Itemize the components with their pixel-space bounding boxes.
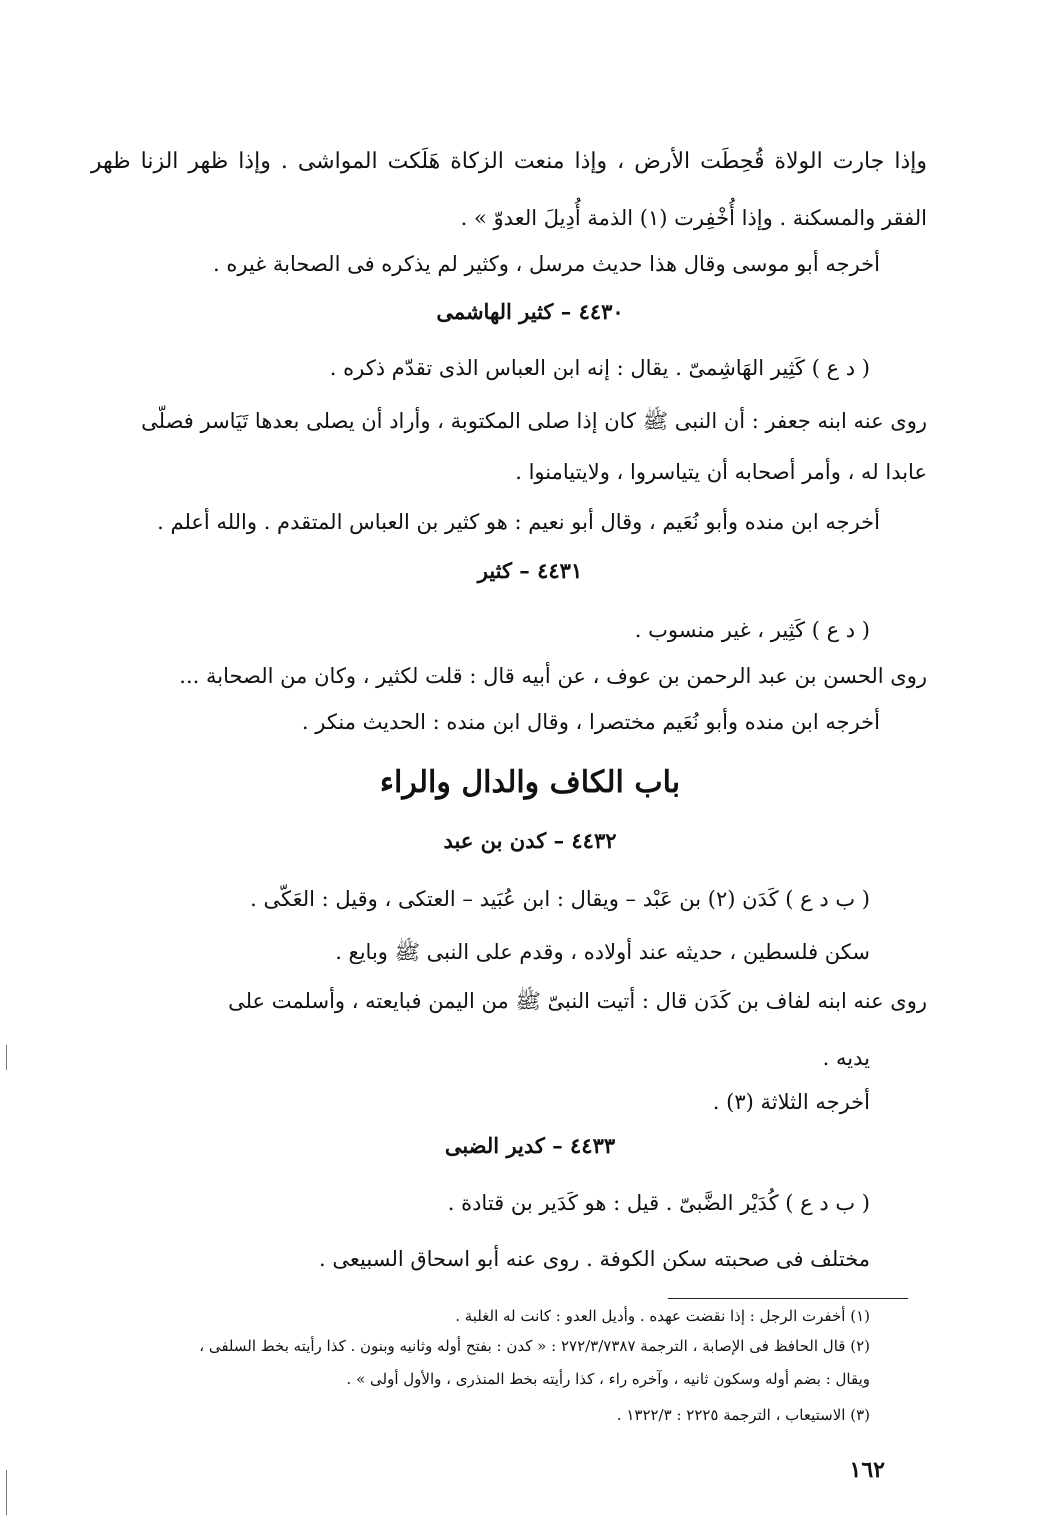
entry-heading-4430: ٤٤٣٠ – كثير الهاشمى: [436, 299, 624, 324]
text-line: أخرجه الثلاثة (٣) .: [712, 1090, 870, 1114]
text-line: يديه .: [822, 1046, 870, 1070]
scan-edge-line: [6, 1470, 7, 1515]
text-line: سكن فلسطين ، حديثه عند أولاده ، وقدم على النبى ﷺ وبايع .: [335, 940, 870, 964]
text-line: وإذا جارت الولاة قُحِطَت الأرض ، وإذا منعت الزكاة هَلَكت المواشى . وإذا ظهر الزنا ظهر: [90, 149, 927, 174]
entry-heading-4432: ٤٤٣٢ – كدن بن عبد: [443, 828, 617, 853]
chapter-title: باب الكاف والدال والراء: [379, 765, 681, 800]
entry-heading-4433: ٤٤٣٣ – كدير الضبى: [444, 1133, 616, 1158]
text-line: مختلف فى صحبته سكن الكوفة . روى عنه أبو اسحاق السبيعى .: [319, 1247, 870, 1271]
text-line: أخرجه ابن منده وأبو نُعَيم مختصرا ، وقال ابن منده : الحديث منكر .: [301, 710, 880, 734]
text-line: روى عنه ابنه لفاف بن كَدَن قال : أتيت النبىّ ﷺ من اليمن فبايعته ، وأسلمت على: [228, 989, 927, 1013]
footnote: ويقال : بضم أوله وسكون ثانيه ، وآخره راء ، كذا رأيته بخط المنذرى ، والأول أولى » .: [346, 1370, 870, 1388]
text-line: ( د ع ) كَثِير ، غير منسوب .: [634, 618, 870, 642]
footnote-separator: [668, 1298, 908, 1299]
text-line: أخرجه ابن منده وأبو نُعَيم ، وقال أبو نعيم : هو كثير بن العباس المتقدم . والله أعلم .: [157, 510, 880, 534]
footnote: (٣) الاستيعاب ، الترجمة ٢٢٢٥ : ١٣٢٢/٣ .: [616, 1406, 870, 1424]
text-line: أخرجه أبو موسى وقال هذا حديث مرسل ، وكثير لم يذكره فى الصحابة غيره .: [212, 252, 880, 276]
text-line: ( د ع ) كَثِير الهَاشِمىّ . يقال : إنه ابن العباس الذى تقدّم ذكره .: [329, 356, 870, 380]
entry-heading-4431: ٤٤٣١ – كثير: [477, 558, 583, 583]
text-line: الفقر والمسكنة . وإذا أُخْفِرت (١) الذمة أُدِيلَ العدوّ » .: [460, 206, 927, 230]
scan-edge-line: [6, 1045, 7, 1070]
text-line: روى الحسن بن عبد الرحمن بن عوف ، عن أبيه قال : قلت لكثير ، وكان من الصحابة ...: [179, 664, 927, 688]
text-line: ( ب د ع ) كُدَيْر الضَّبىّ . قيل : هو كَدَير بن قتادة .: [447, 1191, 870, 1215]
page-number: ١٦٢: [849, 1457, 885, 1483]
text-line: عابدا له ، وأمر أصحابه أن يتياسروا ، ولايتيامنوا .: [515, 460, 927, 484]
text-line: روى عنه ابنه جعفر : أن النبى ﷺ كان إذا صلى المكتوبة ، وأراد أن يصلى بعدها تَيَاسر فصلّى: [141, 409, 927, 433]
footnote: (١) أخفرت الرجل : إذا نقضت عهده . وأديل العدو : كانت له الغلبة .: [455, 1307, 870, 1325]
text-line: ( ب د ع ) كَدَن (٢) بن عَبْد – ويقال : ابن عُبَيد – العتكى ، وقيل : العَكّى .: [250, 887, 870, 911]
footnote: (٢) قال الحافظ فى الإصابة ، الترجمة ٢٧٢/٣/٧٣٨٧ : « كدن : بفتح أوله وثانيه وبنون . كذا رأيته بخط السلفى ،: [199, 1337, 870, 1355]
